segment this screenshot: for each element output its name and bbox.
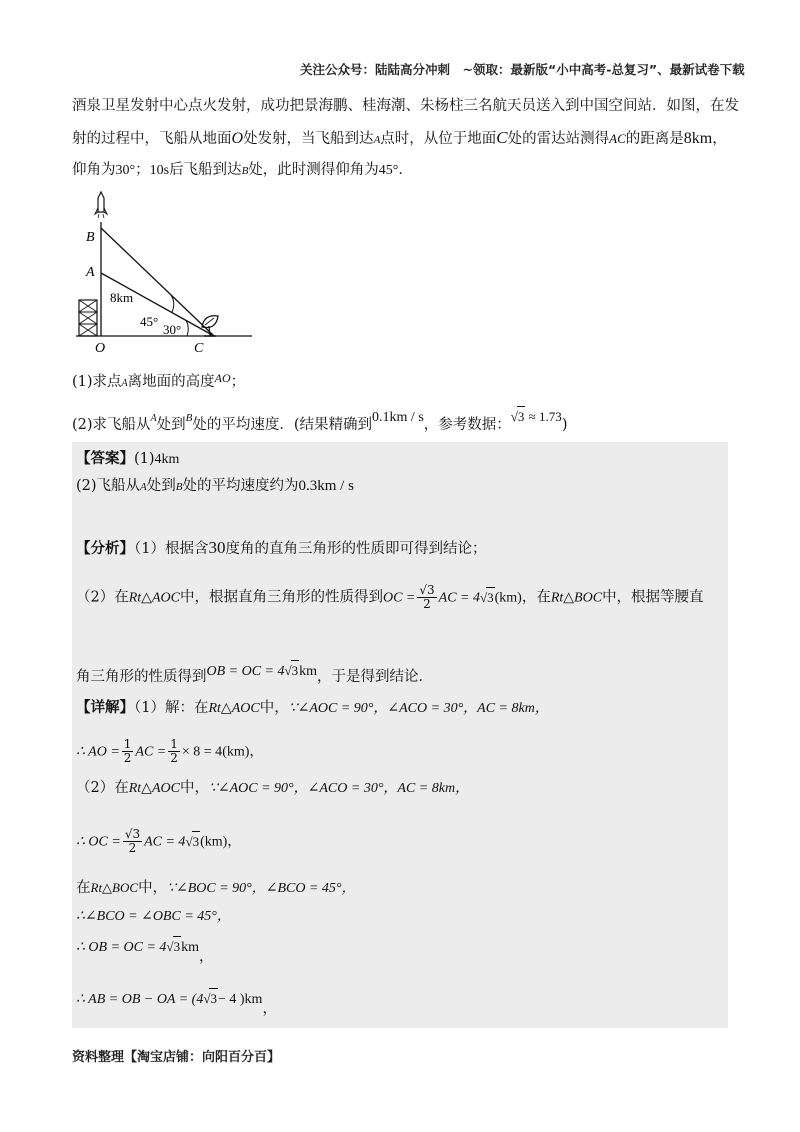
label-45: 45°: [140, 314, 159, 329]
analysis-line-1: 【分析】（1）根据含30度角的直角三角形的性质即可得到结论；: [76, 538, 487, 557]
geometry-figure: [70, 186, 260, 356]
label-a: A: [86, 265, 95, 280]
answer-line-2: (2)飞船从A处到B处的平均速度约为0.3km / s: [76, 478, 354, 494]
answer-line-1: 【答案】(1)4km: [76, 450, 180, 467]
analysis-line-2: （2）在Rt△AOC中，根据直角三角形的性质得到OC = $\frac{√3}{2}$ AC = 4√3(km)，在Rt△BOC中，根据等腰直: [76, 583, 704, 611]
label-b: B: [86, 230, 95, 245]
question-2: (2)求飞船从$^A$处到$^B$处的平均速度．(结果精确到0.1km / s，参考数据：√3 ≈ 1.73): [72, 406, 567, 435]
detail-line-8: ∴ AB = OB − OA = (4√3− 4 )km，: [76, 988, 277, 1019]
radar-dish-icon: [202, 316, 218, 336]
label-c: C: [194, 341, 204, 356]
problem-line-1: 酒泉卫星发射中心点火发射，成功把景海鹏、桂海潮、朱杨柱三名航天员送入到中国空间站．如图，在发: [72, 98, 739, 114]
page-footer: 资料整理【淘宝店铺：向阳百分百】: [72, 1050, 281, 1065]
analysis-line-3: 角三角形的性质得到OB = OC = 4√3km，于是得到结论．: [76, 660, 433, 687]
problem-line-3: 仰角为30°；10s后飞船到达B处，此时测得仰角为45°．: [72, 162, 413, 178]
detail-line-2: ∴ AO = $\frac{1}{2}$ AC = $\frac{1}{2}$ × 8 = 4(km)，: [76, 737, 264, 765]
label-8km: 8km: [110, 290, 134, 305]
angle-arc-30: [186, 320, 188, 336]
rocket-icon: [95, 192, 107, 218]
detail-line-1: 【详解】（1）解：在Rt△AOC中，∵∠AOC = 90°，∠ACO = 30°，AC = 8km，: [76, 699, 549, 716]
page-header: 关注公众号：陆陆高分冲刺 ~领取：最新版“小中高考-总复习”、最新试卷下载: [300, 62, 745, 77]
detail-line-7: ∴ OB = OC = 4√3km，: [76, 936, 213, 967]
building-icon: [79, 300, 97, 336]
label-30: 30°: [163, 322, 182, 337]
question-1: (1)求点A离地面的高度$^{AO}$；: [72, 371, 246, 390]
detail-line-4: ∴ OC = $\frac{√3}{2}$ AC = 4√3(km)，: [76, 827, 242, 855]
detail-line-5: 在Rt△BOC中，∵∠BOC = 90°，∠BCO = 45°，: [76, 880, 356, 896]
detail-line-6: ∴∠BCO = ∠OBC = 45°，: [76, 909, 231, 924]
detail-line-3: （2）在Rt△AOC中，∵∠AOC = 90°，∠ACO = 30°，AC = 8km，: [76, 780, 470, 796]
problem-line-2: 射的过程中，飞船从地面O处发射，当飞船到达A点时，从位于地面C处的雷达站测得AC的距离是8km，: [72, 128, 727, 147]
label-o: O: [95, 341, 106, 356]
